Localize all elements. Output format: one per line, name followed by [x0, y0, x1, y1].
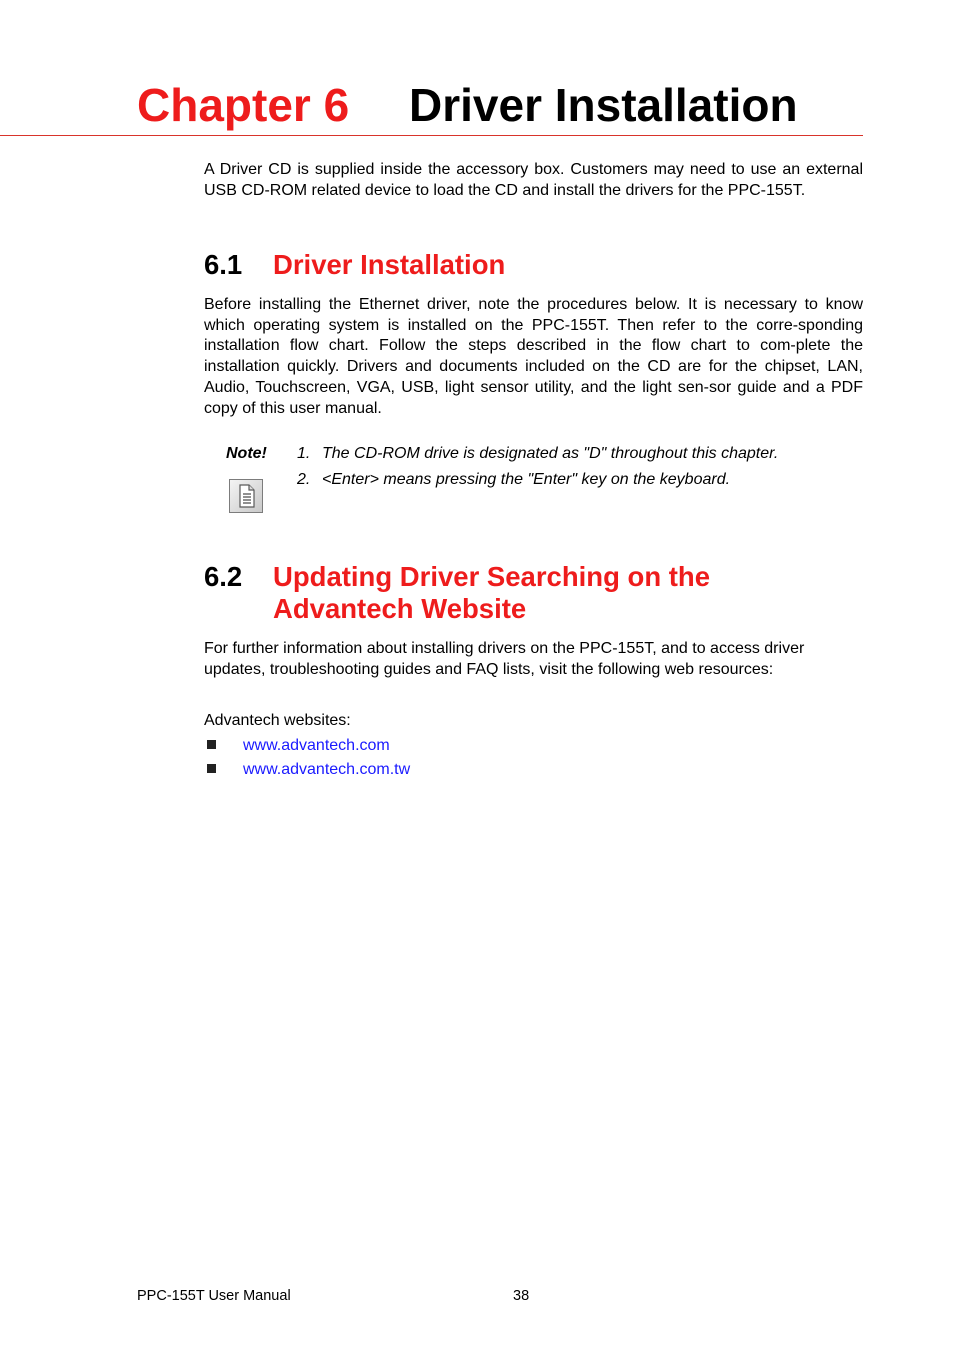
footer-page-number: 38 [513, 1288, 530, 1304]
section-number: 6.2 [204, 561, 243, 592]
note-item [297, 470, 778, 490]
square-bullet-icon [207, 764, 216, 773]
square-bullet-icon [207, 740, 216, 749]
document-icon-graphic [230, 480, 262, 512]
document-icon [229, 479, 263, 513]
note-item [297, 444, 778, 464]
note-item-number: 1. [297, 445, 311, 462]
section-title [273, 561, 710, 625]
note-item-text: The CD-ROM drive is designated as "D" throughout this chapter. [322, 445, 779, 462]
chapter-divider [0, 135, 863, 136]
chapter-title [137, 78, 798, 132]
section-6-2-paragraph: For further information about installing drivers on the PPC-155T, and to access driver updates, troubleshooting guides and FAQ lists, visit the following web resources: [204, 640, 805, 678]
note-list [297, 444, 778, 495]
intro-paragraph: A Driver CD is supplied inside the accessory box. Customers may need to use an external USB CD-ROM related device to load the CD and install the drivers for the PPC-155T. [204, 161, 863, 199]
advantech-com-tw-link[interactable]: www.advantech.com.tw [243, 761, 411, 779]
section-title: Driver Installation [273, 249, 506, 280]
section-title-line-1: Updating Driver Searching on the [273, 561, 711, 592]
chapter-name: Driver Installation [409, 79, 798, 131]
note-item-number: 2. [297, 470, 311, 488]
section-6-1-heading [204, 249, 505, 281]
website-list [204, 736, 410, 785]
websites-label: Advantech websites: [204, 712, 351, 729]
section-title-line-2: Advantech Website [273, 593, 527, 624]
note-label: Note! [226, 445, 267, 462]
list-item [204, 760, 410, 784]
footer-manual-title: PPC-155T User Manual [137, 1288, 291, 1304]
chapter-label: Chapter 6 [137, 79, 350, 131]
section-6-1-paragraph: Before installing the Ethernet driver, note the procedures below. It is necessary to know which operating system is installed on the PPC-155T. Then refer to the corre-sponding installation flow chart. Follow the steps described in the flow chart to com-plete the installation quickly. Drivers and documents included on the CD are for the chipset, LAN, Audio, Touchscreen, VGA, USB, light sensor utility, and the light sen-sor guide and a PDF copy of this user manual. [204, 296, 863, 417]
advantech-com-link[interactable]: www.advantech.com [243, 737, 390, 754]
list-item [204, 736, 410, 760]
section-6-2-heading [204, 561, 710, 625]
note-item-text: <Enter> means pressing the "Enter" key on the keyboard. [322, 470, 731, 488]
section-number: 6.1 [204, 249, 243, 280]
